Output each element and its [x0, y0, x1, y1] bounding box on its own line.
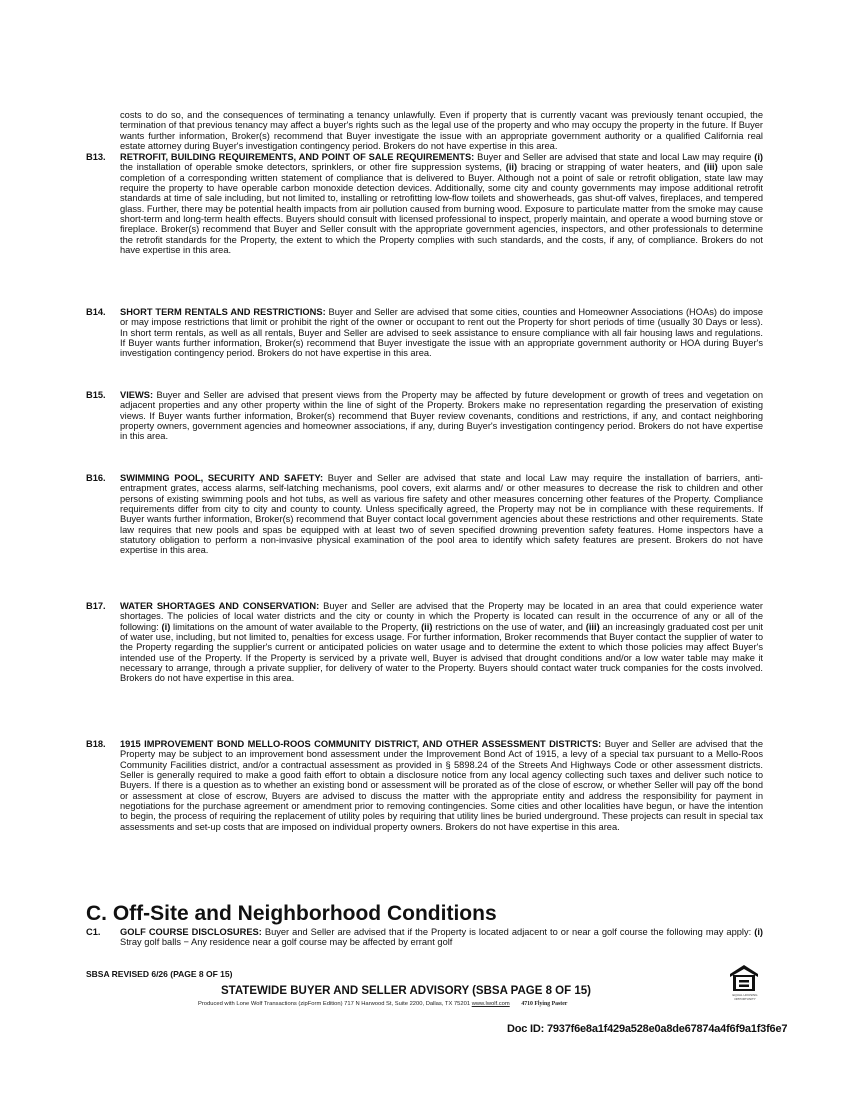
item-text: restrictions on the use of water, and — [432, 621, 586, 632]
item-text: the installation of operable smoke detectors, sprinklers, or other fire suppression systems, — [120, 162, 506, 173]
item-number: B13. — [86, 152, 106, 162]
item-number: B16. — [86, 473, 106, 483]
list-marker: (ii) — [421, 621, 433, 632]
item-text: Buyer and Seller are advised that the Property may be located in an area that could experience water shortages. The policies of local water districts and the city or county in which the Property is located can result in the occurrence of any or all of the following: — [120, 601, 763, 632]
item-heading: VIEWS: — [120, 390, 154, 400]
item-body — [120, 390, 763, 442]
item-text: upon sale completion of a corresponding written statement of compliance that is delivered to Buyer. Although not a point of sale or retrofit obligation, state law may require the property to have operable carbon monoxide detection devices. Additionally, some city and county governments may impose additional retrofit standards at time of sale including, but not limited to, installing or retrofitting low-flow toilets and showerheads, gas shut-off valves, fireplaces, and tempered glass. Further, there may be potential health impacts from air pollution caused from burning wood. Exposure to particulate matter from the smoke may cause short-term and long-term health effects. Buyers should consult with licensed professional to inspect, properly maintain, and operate a wood burning stove or fireplace. Broker(s) recommend that Buyer and Seller consult with the appropriate government agencies, inspectors, and other professionals to determine the retrofit standards for the Property, the extent to which the Property complies with such standards, and the costs, if any, of compliance. Brokers do not have expertise in this area. — [120, 162, 764, 256]
item-heading: WATER SHORTAGES AND CONSERVATION: — [120, 601, 320, 611]
producer-text: Produced with Lone Wolf Transactions (zipForm Edition) 717 N Harwood St, Suite 2200, Dallas, TX 75201 — [198, 1001, 471, 1007]
item-text: Buyer and Seller are advised that state and local Law may require the installation of barriers, anti-entrapment grates, access alarms, self-latching mechanisms, pool covers, exit alarms and/ or other measures to decrease the risk to children and other persons of existing swimming pools and hot tubs, as well as various fire safety and other measures concerning other features of the Property. Compliance requirements differ from city to city and county to county. Unless specifically agreed, the Property may not be in compliance with these requirements. If Buyer wants further information, Broker(s) recommend that Buyer contact local government agencies about these restrictions and other requirements. State law requires that new pools and spas be equipped with at least two of seven specified drowning prevention safety features. Home inspectors have a statutory obligation to perform a non-invasive physical examination of the pool area to identify which safety features are present. Brokers do not have expertise in this area. — [120, 473, 763, 556]
footer-title: STATEWIDE BUYER AND SELLER ADVISORY (SBSA PAGE 8 OF 15) — [221, 985, 591, 997]
item-heading: GOLF COURSE DISCLOSURES: — [120, 927, 262, 937]
item-body — [120, 152, 763, 255]
producer-link[interactable]: www.lwolf.com — [471, 1001, 510, 1007]
item-text: Buyer and Seller are advised that the Property may be subject to an improvement bond assessment under the Improvement Bond Act of 1915, a levy of a special tax pursuant to a Mello-Roos Community Facilities district, and/or a contractual assessment as provided in § 5898.24 of the Streets And Highways Code or other assessment districts. Seller is generally required to make a good faith effort to obtain a disclosure notice from any local agency collecting such taxes and deliver such notice to Buyers. If there is a question as to whether an existing bond or assessment will be prorated as of the close of escrow, or whether Seller will pay off the bond or assessment at close of escrow, Buyers are advised to discuss the matter with the appropriate entity and address the responsibility for payment in negotiations for the purchase agreement or amendment prior to removing contingencies. Some cities and other localities have begun, or have the intention to begin, the process of requiring the replacement of utility poles by requiring that utility lines be buried underground. These projects can result in special tax assessments and set-up costs that are imposed on individual property owners. Brokers do not have expertise in this area. — [120, 739, 764, 832]
intro-paragraph: costs to do so, and the consequences of terminating a tenancy unlawfully. Even if property that is currently vacant was previously tenant occupied, the termination of that previous tenancy may affect a buyer's rights such as the legal use of the property and who may occupy the property in the future. If Buyer wants further information, Broker(s) recommend that Buyer investigate the issue with an appropriate government authority or a qualified California real estate attorney during Buyer's investigation contingency period. Brokers do not have expertise in this area. — [120, 110, 763, 152]
section-b15 — [86, 390, 763, 442]
list-marker: (iii) — [703, 162, 718, 173]
item-number: C1. — [86, 927, 101, 937]
item-text: limitations on the amount of water available to the Property, — [170, 621, 422, 632]
list-marker: (ii) — [505, 162, 518, 173]
item-number: B14. — [86, 307, 106, 317]
equal-housing-icon — [729, 963, 759, 993]
list-marker: (i) — [754, 927, 763, 937]
item-body — [120, 473, 763, 556]
list-marker: (i) — [754, 152, 763, 162]
item-text: Buyer and Seller are advised that some cities, counties and Homeowner Associations (HOAs) do impose or may impose restrictions that limit or prohibit the right of the owner or occupant to rent out the Property for short periods of time (usually 30 Days or less). In short term rentals, as well as all rentals, Buyer and Seller are advised to seek assistance to ensure compliance with all fair housing laws and regulations. If Buyer wants further information, Broker(s) recommend that Buyer investigate the issue with an appropriate government authority or HOA during Buyer's investigation contingency period. Brokers do not have expertise in this area. — [120, 307, 763, 359]
section-b14 — [86, 307, 763, 359]
item-number: B15. — [86, 390, 106, 400]
section-c1 — [86, 927, 763, 948]
item-text: Buyer and Seller are advised that present views from the Property may be affected by future development or growth of trees and vegetation on adjacent properties and any other property within the line of sight of the Property. Brokers make no representation regarding the preservation of existing views. If Buyer wants further information, Broker(s) recommend that Buyer review covenants, conditions and restrictions, if any, and contact neighboring property owners, government agencies and homeowner associations, if any, during Buyer's investigation contingency period. Brokers do not have expertise in this area. — [120, 390, 763, 442]
item-text: an increasingly graduated cost per unit of water use, including, but not limited to, penalties for excess usage. For further information, Broker recommends that Buyer contact the supplier of water to the Property regarding the supplier's current or anticipated policies on water usage and to determine the extent to which those policies may affect Buyer's intended use of the Property. If the Property is serviced by a private well, Buyer is advised that drought conditions and/or a low water table may make it necessary to arrange, through a private supplier, for delivery of water to the Property. Buyers should contact water truck companies for the costs involved. Brokers do not have expertise in this area. — [120, 621, 763, 684]
equal-housing-label: EQUAL HOUSING OPPORTUNITY — [732, 993, 758, 1001]
doc-id: Doc ID: 7937f6e8a1f429a528e0a8de67874a4f6f9a1f3f6e7 — [507, 1023, 788, 1035]
item-heading: SWIMMING POOL, SECURITY AND SAFETY: — [120, 473, 324, 483]
section-c-heading: C. Off-Site and Neighborhood Conditions — [86, 902, 497, 925]
footer-revision: SBSA REVISED 6/26 (PAGE 8 OF 15) — [86, 969, 233, 979]
list-marker: (i) — [161, 621, 171, 632]
item-body — [120, 927, 763, 948]
section-b18 — [86, 739, 763, 832]
item-body — [120, 601, 763, 684]
footer-producer — [198, 1001, 567, 1007]
item-text: bracing or strapping of water heaters, and — [517, 162, 704, 173]
section-b17 — [86, 601, 763, 684]
item-text: Buyer and Seller are advised that state and local Law may require — [474, 152, 755, 162]
item-body — [120, 307, 763, 359]
file-name: 4710 Flying Paster — [521, 1001, 568, 1007]
item-number: B18. — [86, 739, 106, 749]
item-body — [120, 739, 763, 832]
item-text: Stray golf balls − Any residence near a golf course may be affected by errant golf — [120, 937, 453, 948]
section-b13 — [86, 152, 763, 255]
item-heading: 1915 IMPROVEMENT BOND MELLO-ROOS COMMUNITY DISTRICT, AND OTHER ASSESSMENT DISTRICTS: — [120, 739, 602, 749]
item-number: B17. — [86, 601, 106, 611]
item-text: Buyer and Seller are advised that if the Property is located adjacent to or near a golf course the following may apply: — [261, 927, 755, 937]
item-heading: RETROFIT, BUILDING REQUIREMENTS, AND POINT OF SALE REQUIREMENTS: — [120, 152, 475, 162]
section-b16 — [86, 473, 763, 556]
item-heading: SHORT TERM RENTALS AND RESTRICTIONS: — [120, 307, 326, 317]
list-marker: (iii) — [585, 621, 600, 632]
